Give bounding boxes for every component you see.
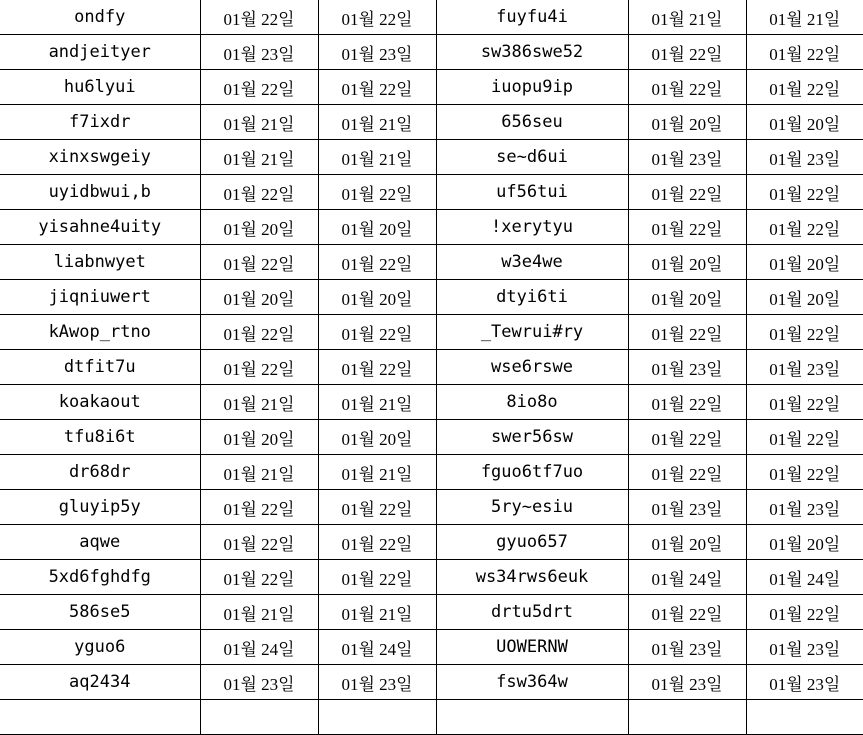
table-cell[interactable]: 01월 22일 [746,315,863,350]
table-cell[interactable]: 01월 22일 [200,70,318,105]
table-cell[interactable]: dr68dr [0,455,200,490]
table-row[interactable] [0,665,863,700]
table-cell[interactable]: 01월 21일 [746,0,863,35]
table-cell[interactable]: 01월 22일 [200,175,318,210]
table-row[interactable] [0,595,863,630]
table-cell[interactable]: 01월 22일 [200,315,318,350]
table-cell[interactable]: 01월 22일 [746,35,863,70]
table-cell[interactable]: koakaout [0,385,200,420]
table-row[interactable] [0,105,863,140]
table-cell[interactable]: 01월 21일 [200,455,318,490]
table-cell[interactable]: 01월 24일 [746,560,863,595]
table-cell[interactable]: 01월 22일 [746,70,863,105]
table-cell[interactable]: 01월 20일 [318,420,436,455]
table-row[interactable] [0,490,863,525]
table-cell[interactable]: 01월 20일 [318,280,436,315]
table-cell[interactable]: 586se5 [0,595,200,630]
table-cell[interactable]: 01월 20일 [318,210,436,245]
table-cell[interactable]: 01월 22일 [318,70,436,105]
table-cell[interactable]: 01월 20일 [628,245,746,280]
table-cell[interactable]: 01월 22일 [318,525,436,560]
table-cell[interactable] [318,700,436,735]
table-cell[interactable]: aq2434 [0,665,200,700]
table-cell[interactable]: 01월 22일 [318,245,436,280]
table-cell[interactable]: 5ry~esiu [436,490,628,525]
table-cell[interactable]: 01월 22일 [746,210,863,245]
table-row[interactable] [0,210,863,245]
table-cell[interactable]: 01월 22일 [628,175,746,210]
table-cell[interactable]: 01월 22일 [746,420,863,455]
table-cell[interactable]: 01월 24일 [318,630,436,665]
table-row[interactable] [0,70,863,105]
table-row[interactable] [0,420,863,455]
table-cell[interactable] [0,700,200,735]
table-cell[interactable]: 01월 21일 [318,595,436,630]
table-cell[interactable]: 01월 22일 [628,455,746,490]
table-cell[interactable]: sw386swe52 [436,35,628,70]
table-cell[interactable]: 01월 22일 [200,245,318,280]
table-cell[interactable]: ws34rws6euk [436,560,628,595]
table-cell[interactable]: 01월 21일 [200,385,318,420]
table-row[interactable] [0,280,863,315]
table-cell[interactable]: tfu8i6t [0,420,200,455]
table-cell[interactable]: aqwe [0,525,200,560]
table-cell[interactable]: 01월 23일 [628,630,746,665]
table-cell[interactable]: 01월 24일 [628,560,746,595]
table-row[interactable] [0,350,863,385]
table-cell[interactable]: dtfit7u [0,350,200,385]
table-row[interactable] [0,0,863,35]
table-cell[interactable]: uf56tui [436,175,628,210]
table-row[interactable] [0,35,863,70]
table-cell[interactable]: 01월 20일 [628,525,746,560]
table-cell[interactable]: 01월 20일 [200,280,318,315]
table-row[interactable] [0,315,863,350]
table-cell[interactable]: 01월 22일 [200,350,318,385]
table-cell[interactable]: 01월 22일 [628,210,746,245]
table-row[interactable] [0,245,863,280]
table-cell[interactable]: 5xd6fghdfg [0,560,200,595]
table-cell[interactable]: jiqniuwert [0,280,200,315]
table-cell[interactable]: 01월 20일 [746,280,863,315]
table-cell[interactable]: xinxswgeiy [0,140,200,175]
table-cell[interactable]: 01월 23일 [318,665,436,700]
table-cell[interactable]: 01월 22일 [318,175,436,210]
table-cell[interactable]: 01월 22일 [628,35,746,70]
table-cell[interactable]: 01월 22일 [628,70,746,105]
table-cell[interactable]: yguo6 [0,630,200,665]
table-cell[interactable]: 01월 23일 [200,35,318,70]
table-cell[interactable]: 01월 22일 [628,385,746,420]
table-cell[interactable]: uyidbwui,b [0,175,200,210]
table-cell[interactable]: 01월 21일 [200,595,318,630]
table-cell[interactable]: fsw364w [436,665,628,700]
table-cell[interactable]: 01월 23일 [200,665,318,700]
table-cell[interactable]: 01월 21일 [200,140,318,175]
table-cell[interactable]: 01월 20일 [628,105,746,140]
table-cell[interactable]: hu6lyui [0,70,200,105]
table-row[interactable] [0,700,863,735]
table-row[interactable] [0,560,863,595]
table-cell[interactable]: 01월 24일 [200,630,318,665]
table-cell[interactable]: 01월 23일 [746,350,863,385]
table-cell[interactable] [200,700,318,735]
table-cell[interactable]: _Tewrui#ry [436,315,628,350]
table-cell[interactable]: gyuo657 [436,525,628,560]
table-cell[interactable]: 01월 23일 [746,140,863,175]
table-cell[interactable]: 01월 22일 [746,385,863,420]
table-cell[interactable]: gluyip5y [0,490,200,525]
table-cell[interactable]: 01월 20일 [200,420,318,455]
table-row[interactable] [0,455,863,490]
table-cell[interactable]: 01월 23일 [628,665,746,700]
table-row[interactable] [0,140,863,175]
table-cell[interactable]: 01월 21일 [318,455,436,490]
table-cell[interactable]: wse6rswe [436,350,628,385]
table-cell[interactable]: 01월 22일 [628,420,746,455]
table-cell[interactable]: 01월 22일 [746,455,863,490]
table-cell[interactable]: yisahne4uity [0,210,200,245]
table-cell[interactable]: 01월 22일 [200,560,318,595]
table-row[interactable] [0,630,863,665]
table-cell[interactable]: 01월 22일 [318,0,436,35]
table-cell[interactable] [628,700,746,735]
table-cell[interactable]: f7ixdr [0,105,200,140]
table-cell[interactable]: 01월 23일 [746,630,863,665]
table-cell[interactable]: 01월 22일 [200,0,318,35]
table-cell[interactable]: 01월 23일 [628,140,746,175]
table-cell[interactable]: 01월 22일 [318,315,436,350]
table-cell[interactable]: swer56sw [436,420,628,455]
table-cell[interactable]: 656seu [436,105,628,140]
table-cell[interactable]: 01월 22일 [746,595,863,630]
table-cell[interactable]: 01월 22일 [200,490,318,525]
table-cell[interactable]: w3e4we [436,245,628,280]
table-cell[interactable]: 01월 22일 [628,595,746,630]
table-cell[interactable]: andjeityer [0,35,200,70]
table-cell[interactable]: 01월 22일 [200,525,318,560]
table-cell[interactable]: 01월 23일 [318,35,436,70]
table-row[interactable] [0,525,863,560]
table-cell[interactable]: fuyfu4i [436,0,628,35]
table-cell[interactable]: 01월 21일 [318,140,436,175]
table-cell[interactable]: 01월 22일 [628,315,746,350]
table-cell[interactable]: 01월 23일 [746,490,863,525]
table-cell[interactable]: 01월 22일 [318,350,436,385]
table-cell[interactable]: 01월 23일 [628,490,746,525]
table-cell[interactable]: 8io8o [436,385,628,420]
table-cell[interactable]: 01월 21일 [628,0,746,35]
table-cell[interactable]: kAwop_rtno [0,315,200,350]
table-cell[interactable]: 01월 22일 [746,175,863,210]
table-cell[interactable]: 01월 21일 [318,105,436,140]
table-row[interactable] [0,175,863,210]
table-cell[interactable]: 01월 20일 [746,105,863,140]
table-cell[interactable]: 01월 22일 [318,560,436,595]
table-cell[interactable]: 01월 20일 [746,245,863,280]
table-cell[interactable]: 01월 20일 [200,210,318,245]
table-cell[interactable]: 01월 20일 [746,525,863,560]
table-cell[interactable] [436,700,628,735]
table-cell[interactable]: iuopu9ip [436,70,628,105]
table-cell[interactable]: dtyi6ti [436,280,628,315]
table-cell[interactable]: 01월 21일 [200,105,318,140]
table-cell[interactable]: drtu5drt [436,595,628,630]
table-cell[interactable]: 01월 20일 [628,280,746,315]
table-cell[interactable]: 01월 22일 [318,490,436,525]
table-cell[interactable]: 01월 23일 [628,350,746,385]
table-row[interactable] [0,385,863,420]
table-cell[interactable]: 01월 23일 [746,665,863,700]
table-cell[interactable]: !xerytyu [436,210,628,245]
table-cell[interactable]: UOWERNW [436,630,628,665]
table-cell[interactable]: 01월 21일 [318,385,436,420]
table-cell[interactable]: ondfy [0,0,200,35]
table-cell[interactable] [746,700,863,735]
table-cell[interactable]: se~d6ui [436,140,628,175]
table-cell[interactable]: fguo6tf7uo [436,455,628,490]
table-cell[interactable]: liabnwyet [0,245,200,280]
